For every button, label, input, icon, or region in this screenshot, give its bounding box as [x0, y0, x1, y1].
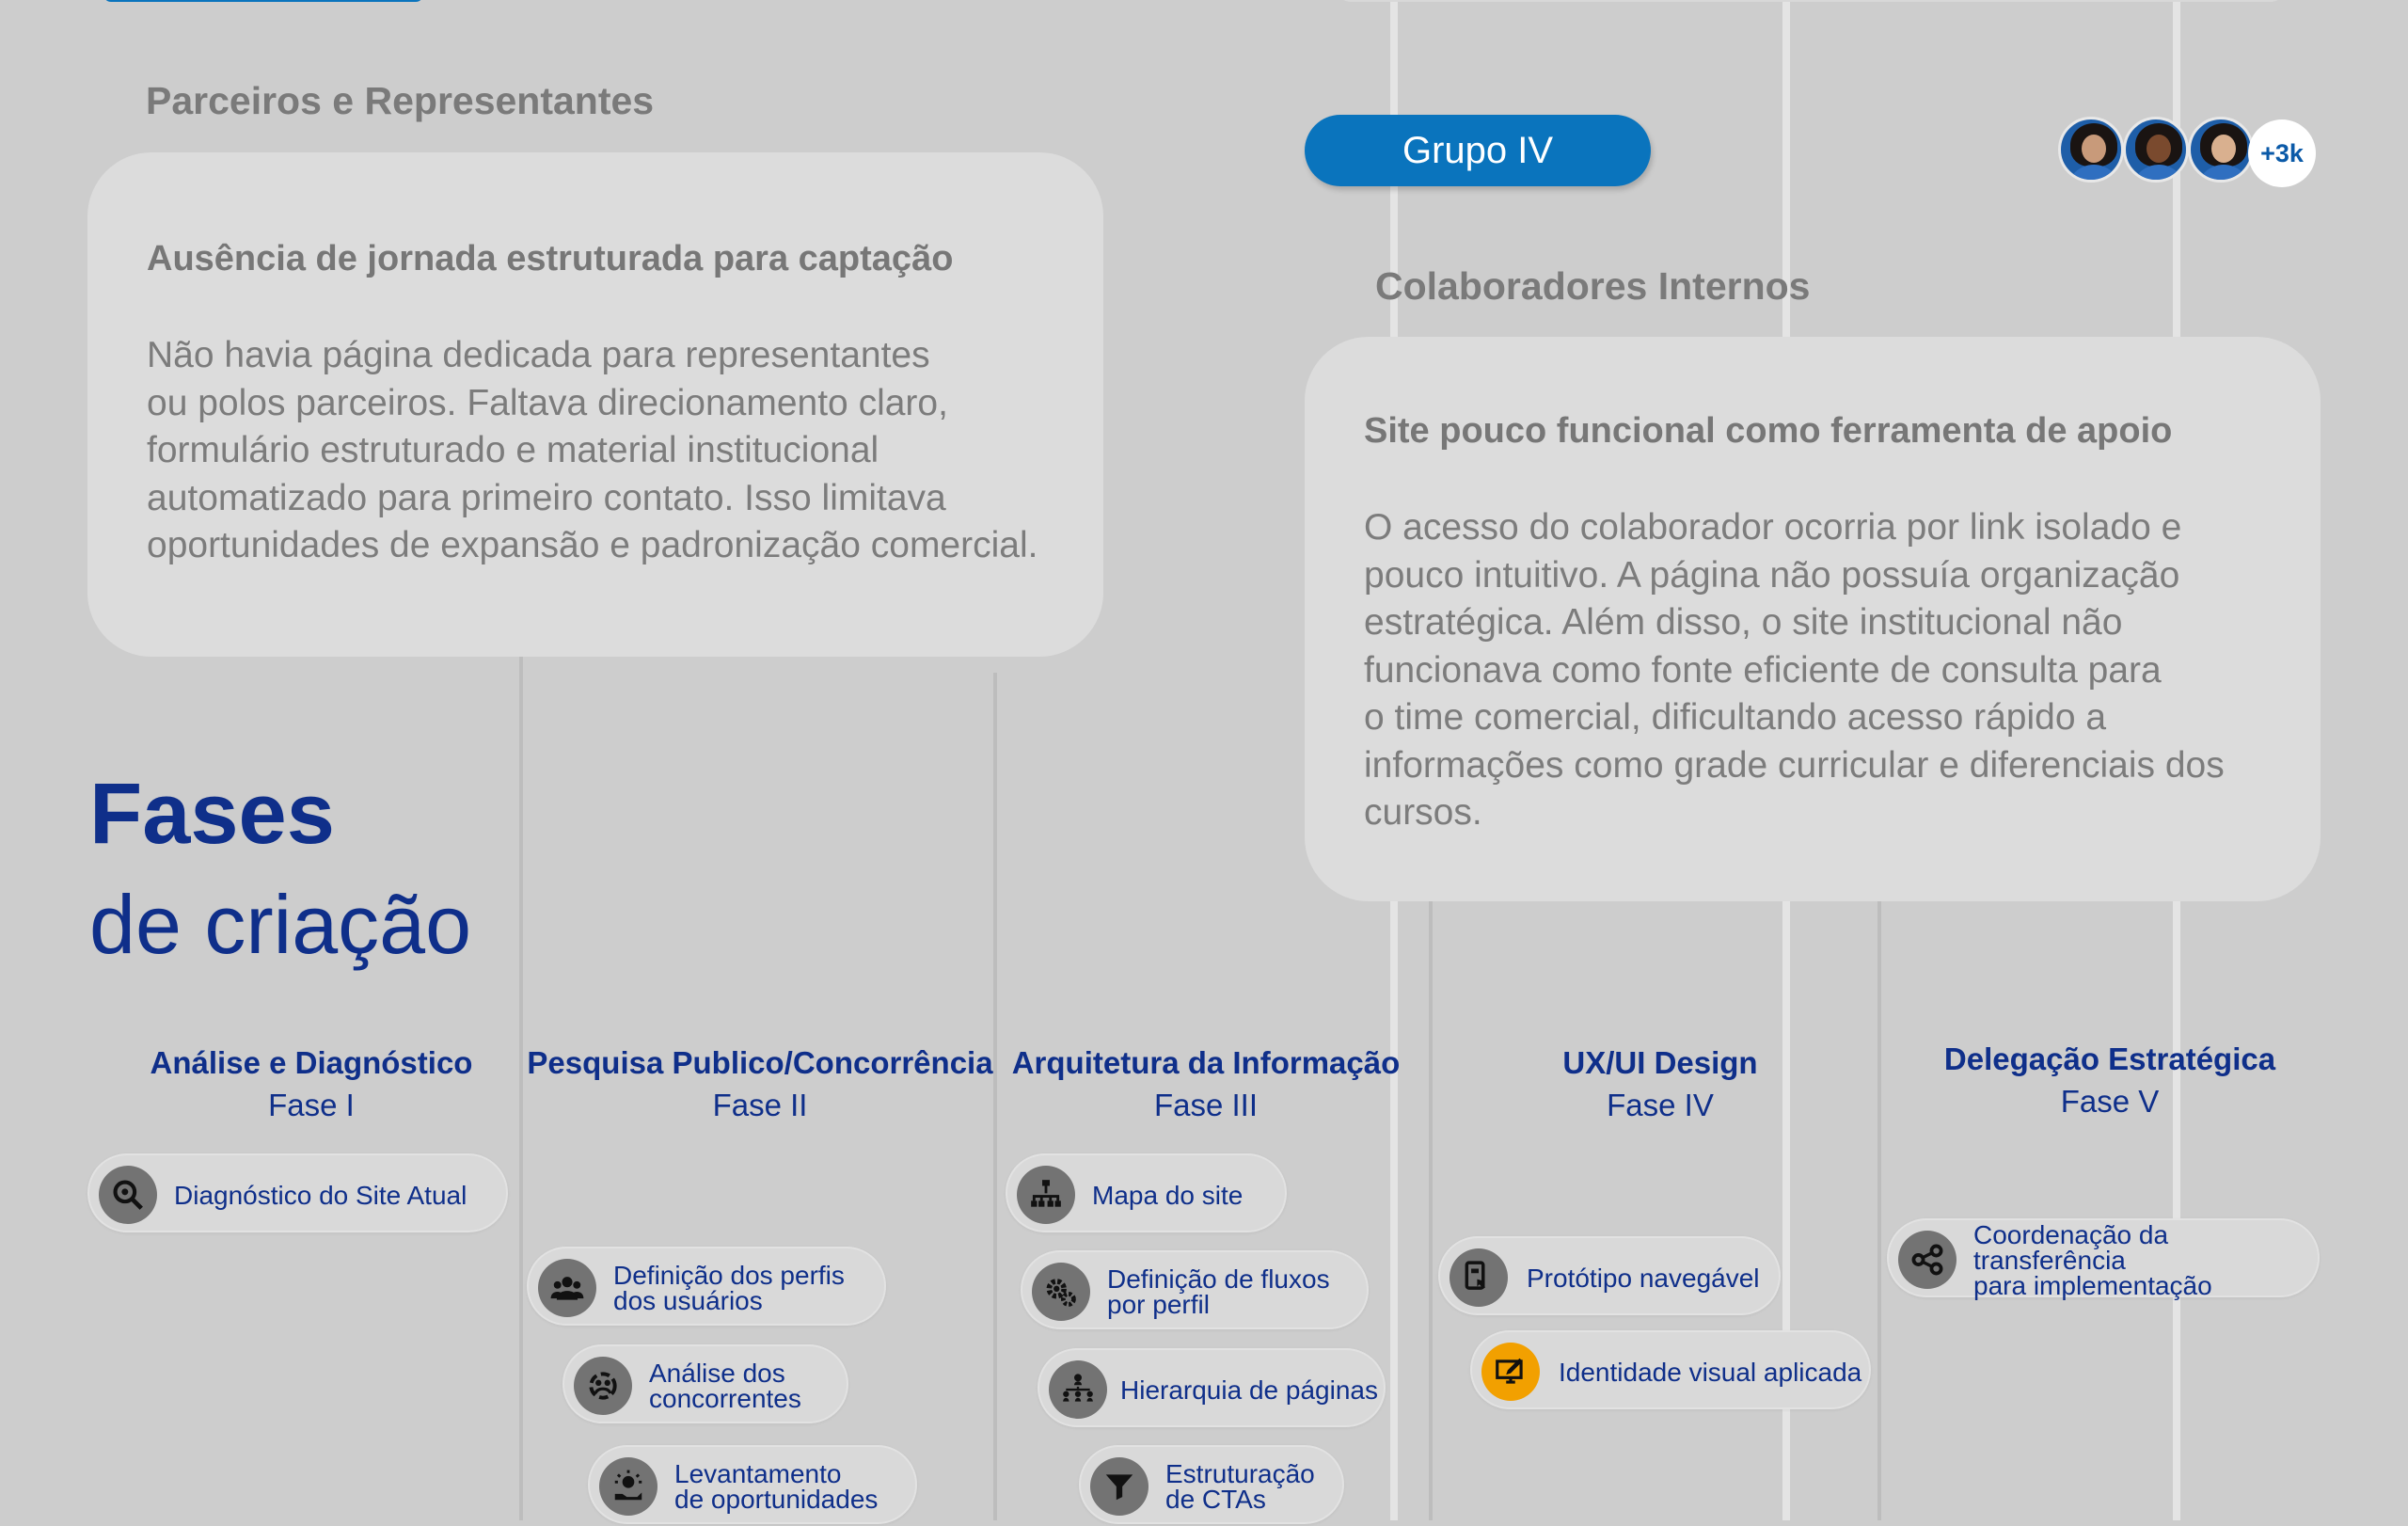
chip-page-hierarchy [1038, 1348, 1386, 1427]
phase-3-name: Arquitetura da Informação [1011, 1045, 1401, 1080]
phase-divider [1877, 898, 1881, 1520]
share-nodes-icon [1898, 1231, 1956, 1289]
phase-5-number: Fase V [2060, 1084, 2160, 1119]
internal-card-title: Site pouco funcional como ferramenta de apoio [1364, 411, 2173, 451]
phase-divider [519, 649, 523, 1520]
idea-hand-icon [599, 1457, 657, 1516]
group-pill: Grupo IV [1305, 115, 1651, 186]
chip-prototype [1438, 1236, 1781, 1315]
avatar [2188, 117, 2254, 183]
chip-site-diagnosis [87, 1153, 508, 1232]
chip-label: Definição de fluxos por perfil [1107, 1264, 1330, 1319]
users-group-icon [538, 1259, 596, 1317]
avatar [2123, 117, 2189, 183]
gears-icon [1032, 1263, 1090, 1321]
phase-4-number: Fase IV [1607, 1088, 1714, 1122]
chip-label: Estruturação de CTAs [1165, 1459, 1315, 1514]
chip-label: Protótipo navegável [1527, 1263, 1760, 1293]
partners-problem-card [87, 152, 1103, 657]
partners-card-body: Não havia página dedicada para representantes ou polos parceiros. Faltava direcionamento claro, formulário estruturado e material institucional automatizado para primeiro contato. Isso limitava oportunidades de expansão e padronização comercial. [147, 335, 1038, 565]
avatars-more-badge: +3k [2248, 119, 2316, 187]
phase-2-name: Pesquisa Publico/Concorrência [527, 1045, 993, 1080]
partners-section-label: Parceiros e Representantes [146, 79, 655, 122]
chip-visual-identity [1470, 1330, 1871, 1409]
top-cropped-bar [103, 0, 423, 2]
design-monitor-icon [1481, 1343, 1540, 1401]
competitors-icon [574, 1357, 632, 1415]
internal-card-body: O acesso do colaborador ocorria por link isolado e pouco intuitivo. A página não possuía organização estratégica. Além disso, o site institucional não funcionava como fonte eficiente de consulta para o time comercial, dificultando acesso rápido a informações como grade curricular e diferenciais dos cursos. [1364, 507, 2225, 833]
chip-label: Levantamento de oportunidades [674, 1459, 879, 1514]
chip-opportunities [588, 1445, 917, 1524]
chip-label: Mapa do site [1092, 1180, 1244, 1210]
search-analysis-icon [99, 1166, 157, 1224]
chip-label: Definição dos perfis dos usuários [613, 1261, 845, 1315]
chip-label: Identidade visual aplicada [1559, 1357, 1862, 1387]
chip-ctas [1079, 1445, 1344, 1524]
phase-1-name: Análise e Diagnóstico [150, 1045, 473, 1080]
partners-card-title: Ausência de jornada estruturada para captação [147, 239, 954, 278]
avatar [2058, 117, 2124, 183]
chip-label: Hierarquia de páginas [1120, 1375, 1378, 1405]
chip-label: Coordenação da transferência para implementação [1973, 1219, 2212, 1300]
chip-sitemap [1006, 1153, 1287, 1232]
funnel-icon [1090, 1457, 1149, 1516]
phase-2-number: Fase II [712, 1088, 808, 1122]
internal-problem-card [1305, 337, 2321, 901]
sitemap-icon [1017, 1166, 1075, 1224]
phase-4-name: UX/UI Design [1562, 1045, 1758, 1080]
hierarchy-icon [1049, 1360, 1107, 1419]
chip-user-profiles [527, 1247, 886, 1326]
chip-competitors [562, 1344, 848, 1423]
chip-flows [1021, 1250, 1369, 1329]
phase-1-number: Fase I [268, 1088, 355, 1122]
top-cropped-card [1336, 0, 2286, 2]
prototype-icon [1450, 1248, 1508, 1307]
phase-3-number: Fase III [1153, 1088, 1259, 1122]
chip-label: Diagnóstico do Site Atual [174, 1180, 467, 1210]
phase-divider [1429, 898, 1433, 1520]
phase-5-name: Delegação Estratégica [1943, 1041, 2276, 1076]
internal-section-label: Colaboradores Internos [1375, 264, 1811, 308]
chip-transfer-coordination [1887, 1218, 2320, 1300]
phases-subtitle: de criação [89, 878, 472, 971]
chip-label: Análise dos concorrentes [649, 1359, 801, 1413]
phases-title: Fases [89, 766, 335, 862]
